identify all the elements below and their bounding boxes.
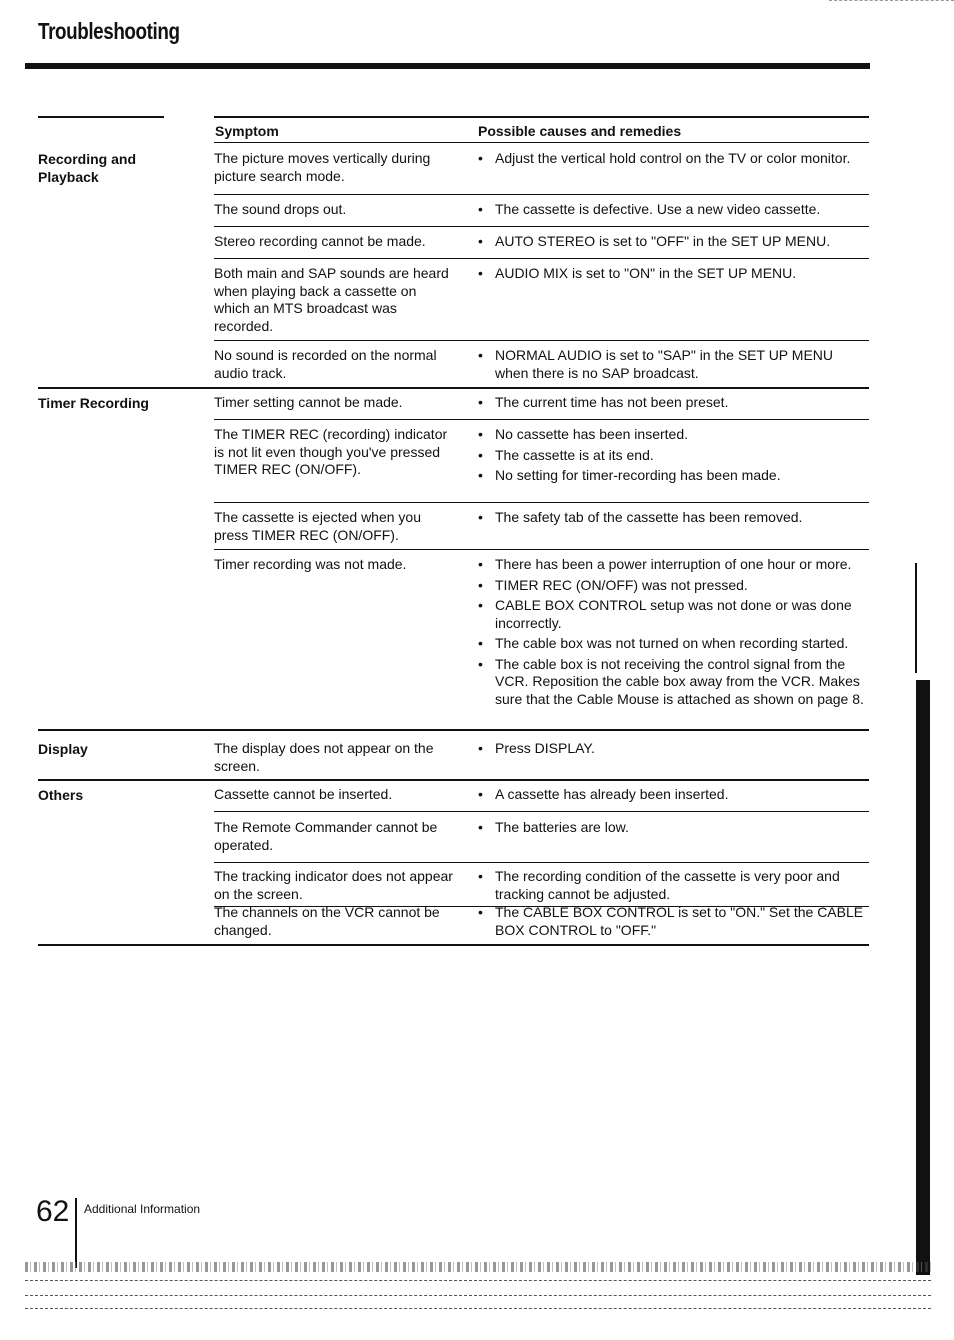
cause-item: • The cassette is at its end. [478, 447, 870, 465]
causes-list [478, 868, 870, 906]
cause-item: • TIMER REC (ON/OFF) was not pressed. [478, 577, 870, 595]
section-recording-playback: Recording and Playback [38, 151, 137, 185]
causes-list [478, 740, 870, 761]
causes-list [478, 556, 870, 711]
cause-item: • The batteries are low. [478, 819, 870, 837]
row-divider [214, 549, 869, 550]
section-display: Display [38, 741, 88, 757]
margin-bar [915, 563, 917, 673]
section-divider [38, 387, 869, 389]
causes-list [478, 509, 870, 530]
section-timer-recording: Timer Recording [38, 395, 149, 411]
causes-list [478, 265, 870, 286]
symptom-text: Both main and SAP sounds are heard when playing back a cassette on which an MTS broadcast was recorded. [214, 265, 449, 334]
page-number-separator [75, 1198, 77, 1268]
causes-list [478, 347, 870, 385]
causes-list [478, 201, 870, 222]
header-rule-right [214, 116, 869, 118]
row-divider [214, 862, 869, 863]
causes-list [478, 786, 870, 807]
symptom-text: The Remote Commander cannot be operated. [214, 819, 438, 853]
section-divider [38, 729, 869, 731]
causes-list [478, 819, 870, 840]
cause-item: • No setting for timer-recording has been made. [478, 467, 870, 485]
section-others: Others [38, 787, 84, 803]
symptom-header: Symptom [215, 123, 279, 139]
cause-item: • The current time has not been preset. [478, 394, 870, 412]
causes-list [478, 150, 870, 171]
section-divider [38, 779, 869, 781]
symptom-text: The cassette is ejected when you press TIMER REC (ON/OFF). [214, 509, 422, 543]
row-divider [214, 194, 869, 195]
header-rule-left [38, 116, 164, 118]
title-rule [25, 63, 870, 69]
scan-dash-line [25, 1308, 931, 1309]
causes-header: Possible causes and remedies [478, 123, 682, 139]
symptom-text: No sound is recorded on the normal audio track. [214, 347, 437, 381]
cause-item: • AUTO STEREO is set to "OFF" in the SET UP MENU. [478, 233, 870, 251]
edge-bar [916, 680, 930, 1275]
causes-list [478, 233, 870, 254]
scan-dash-line [25, 1295, 931, 1296]
symptom-text: The tracking indicator does not appear on the screen. [214, 868, 453, 902]
cause-item: • The safety tab of the cassette has been removed. [478, 509, 870, 527]
cause-item: • No cassette has been inserted. [478, 426, 870, 444]
footer-section-label: Additional Information [84, 1202, 201, 1216]
row-divider [214, 258, 869, 259]
symptom-text: The sound drops out. [214, 201, 347, 217]
cause-item: • AUDIO MIX is set to "ON" in the SET UP MENU. [478, 265, 870, 283]
causes-list [478, 904, 870, 942]
cause-item: • The CABLE BOX CONTROL is set to "ON." Set the CABLE BOX CONTROL to "OFF." [478, 904, 870, 939]
row-divider [214, 226, 869, 227]
symptom-text: Timer recording was not made. [214, 556, 407, 572]
row-divider [214, 811, 869, 812]
cause-item: • CABLE BOX CONTROL setup was not done or was done incorrectly. [478, 597, 870, 632]
top-edge-dash [829, 0, 954, 1]
page-number: 62 [36, 1195, 70, 1228]
row-divider [214, 340, 869, 341]
causes-list [478, 426, 870, 488]
cause-item: • Adjust the vertical hold control on the TV or color monitor. [478, 150, 870, 168]
header-underline [214, 142, 869, 143]
cause-item: • The cable box is not receiving the control signal from the VCR. Reposition the cable box away from the VCR. Makes sure that the Cable Mouse is attached as shown on page 8. [478, 656, 870, 709]
causes-list [478, 394, 870, 415]
table-bottom-rule [38, 944, 869, 946]
cause-item: • Press DISPLAY. [478, 740, 870, 758]
row-divider [214, 502, 869, 503]
symptom-text: The channels on the VCR cannot be changed. [214, 904, 440, 938]
page-title: Troubleshooting [38, 18, 180, 44]
cause-item: • The recording condition of the cassette is very poor and tracking cannot be adjusted. [478, 868, 870, 903]
cause-item: • A cassette has already been inserted. [478, 786, 870, 804]
symptom-text: The picture moves vertically during picture search mode. [214, 150, 431, 184]
cause-item: • NORMAL AUDIO is set to "SAP" in the SET UP MENU when there is no SAP broadcast. [478, 347, 870, 382]
symptom-text: Timer setting cannot be made. [214, 394, 403, 410]
row-divider [214, 419, 869, 420]
scan-dash-line [25, 1280, 931, 1281]
symptom-text: The TIMER REC (recording) indicator is not lit even though you've pressed TIMER REC (ON/OFF). [214, 426, 448, 477]
symptom-text: The display does not appear on the screen. [214, 740, 434, 774]
symptom-text: Stereo recording cannot be made. [214, 233, 426, 249]
cause-item: • The cassette is defective. Use a new video cassette. [478, 201, 870, 219]
symptom-text: Cassette cannot be inserted. [214, 786, 393, 802]
scan-artifact [25, 1262, 931, 1272]
cause-item: • There has been a power interruption of one hour or more. [478, 556, 870, 574]
cause-item: • The cable box was not turned on when recording started. [478, 635, 870, 653]
